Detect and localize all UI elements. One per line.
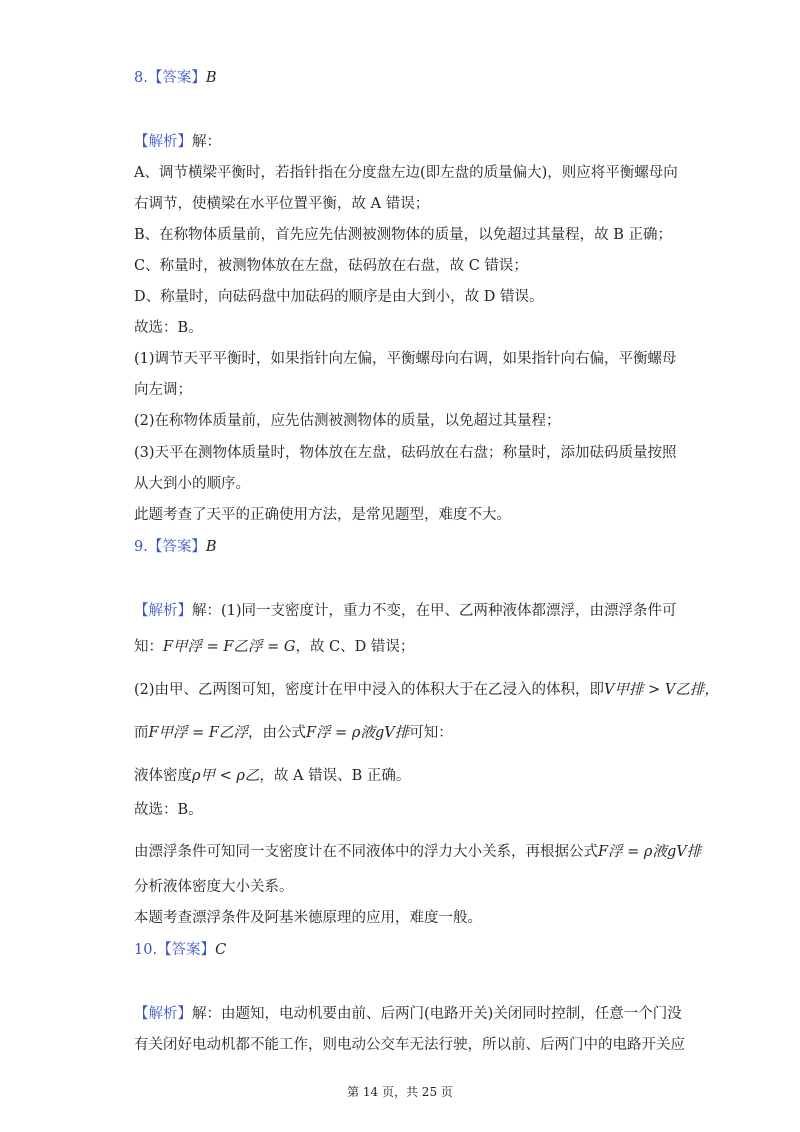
- q9-line3-formula: V甲排 > V乙排，: [604, 682, 719, 698]
- q9-answer-tag: 【答案】: [147, 539, 206, 555]
- q8-line-4: D、称量时，向砝码盘中加砝码的顺序是由大到小，故 D 错误。: [134, 289, 544, 305]
- q8-answer-tag: 【答案】: [147, 70, 206, 86]
- q9-analysis-tag: 【解析】: [134, 603, 192, 619]
- q9-line-4: [134, 723, 453, 743]
- q8-line-11: 此题考查了天平的正确使用方法，是常见题型，难度不大。: [134, 507, 511, 523]
- q9-line4-suffix: 可知：: [409, 725, 453, 741]
- q9-answer-letter: B: [205, 539, 217, 555]
- q8-line-7: 向左调；: [134, 382, 192, 398]
- q8-answer-letter: B: [205, 70, 217, 86]
- q9-line7-formula: F浮 = ρ液gV排: [598, 844, 702, 860]
- q8-line-2: B、在称物体质量前，首先应先估测被测物体的质量，以免超过其量程，故 B 正确；: [134, 227, 673, 243]
- q9-line1-text: 解：(1)同一支密度计，重力不变，在甲、乙两种液体都漂浮，由漂浮条件可: [192, 603, 677, 619]
- q9-line-8: 分析液体密度大小关系。: [134, 879, 294, 895]
- q8-line-5: 故选：B。: [134, 320, 203, 336]
- q9-line7-prefix: 由漂浮条件可知同一支密度计在不同液体中的浮力大小关系，再根据公式: [134, 844, 598, 860]
- q9-line-7: [134, 842, 701, 862]
- q9-line-1: [134, 601, 677, 621]
- q10-answer-letter: C: [215, 942, 227, 958]
- q8-number: 8.: [134, 70, 148, 86]
- q10-analysis-tag: 【解析】: [134, 1006, 192, 1022]
- q9-line4-prefix: 而: [134, 725, 149, 741]
- q8-analysis-start: 解：: [192, 134, 221, 150]
- q10-line-1: [134, 1004, 682, 1024]
- q8-answer-line: [134, 68, 217, 88]
- q9-line-9: 本题考查漂浮条件及阿基米德原理的应用，难度一般。: [134, 910, 482, 926]
- q8-line-9: (3)天平在测物体质量时，物体放在左盘，砝码放在右盘；称量时，添加砝码质量按照: [134, 445, 677, 461]
- q9-line-6: 故选：B。: [134, 802, 203, 818]
- q9-line2-suffix: ，故 C、D 错误；: [295, 639, 415, 655]
- page-footer: 第 14 页，共 25 页: [347, 1085, 453, 1099]
- q9-line4-mid: ，由公式: [248, 725, 306, 741]
- q9-line5-formula: ρ甲 < ρ乙: [192, 768, 260, 784]
- q8-analysis-tag: 【解析】: [134, 134, 192, 150]
- q10-answer-line: [134, 940, 226, 960]
- q9-answer-line: [134, 537, 217, 557]
- q10-line-2: 有关闭好电动机都不能工作，则电动公交车无法行驶，所以前、后两门中的电路开关应: [134, 1037, 685, 1053]
- q9-number: 9.: [134, 539, 148, 555]
- q9-line5-suffix: ，故 A 错误、B 正确。: [259, 768, 411, 784]
- q8-line-1: 右调节，使横梁在水平位置平衡，故 A 错误；: [134, 196, 430, 212]
- q10-answer-tag: 【答案】: [157, 942, 216, 958]
- q8-line-3: C、称量时，被测物体放在左盘，砝码放在右盘，故 C 错误；: [134, 258, 528, 274]
- q10-number: 10.: [134, 942, 158, 958]
- q9-line4-formula1: F甲浮 = F乙浮: [148, 725, 248, 741]
- q9-line-2: [134, 637, 414, 657]
- q9-line2-prefix: 知：: [134, 639, 163, 655]
- q8-line-6: (1)调节天平平衡时，如果指针向左偏，平衡螺母向右调，如果指针向右偏，平衡螺母: [134, 351, 677, 367]
- q9-line5-prefix: 液体密度: [134, 768, 192, 784]
- q9-line-5: [134, 766, 410, 786]
- q9-line3-prefix: (2)由甲、乙两图可知，密度计在甲中浸入的体积大于在乙浸入的体积，即: [134, 682, 605, 698]
- q9-line2-formula: F甲浮 = F乙浮 = G: [163, 639, 296, 655]
- q8-line-10: 从大到小的顺序。: [134, 476, 250, 492]
- q9-line4-formula2: F浮 = ρ液gV排: [306, 725, 410, 741]
- q8-line-0: A、调节横梁平衡时，若指针指在分度盘左边(即左盘的质量偏大)，则应将平衡螺母向: [134, 165, 678, 181]
- q8-line-8: (2)在称物体质量前，应先估测被测物体的质量，以免超过其量程；: [134, 413, 561, 429]
- q10-line1-text: 解：由题知，电动机要由前、后两门(电路开关)关闭同时控制，任意一个门没: [192, 1006, 682, 1022]
- q9-line-3: [134, 680, 719, 700]
- q8-analysis-head: [134, 132, 221, 152]
